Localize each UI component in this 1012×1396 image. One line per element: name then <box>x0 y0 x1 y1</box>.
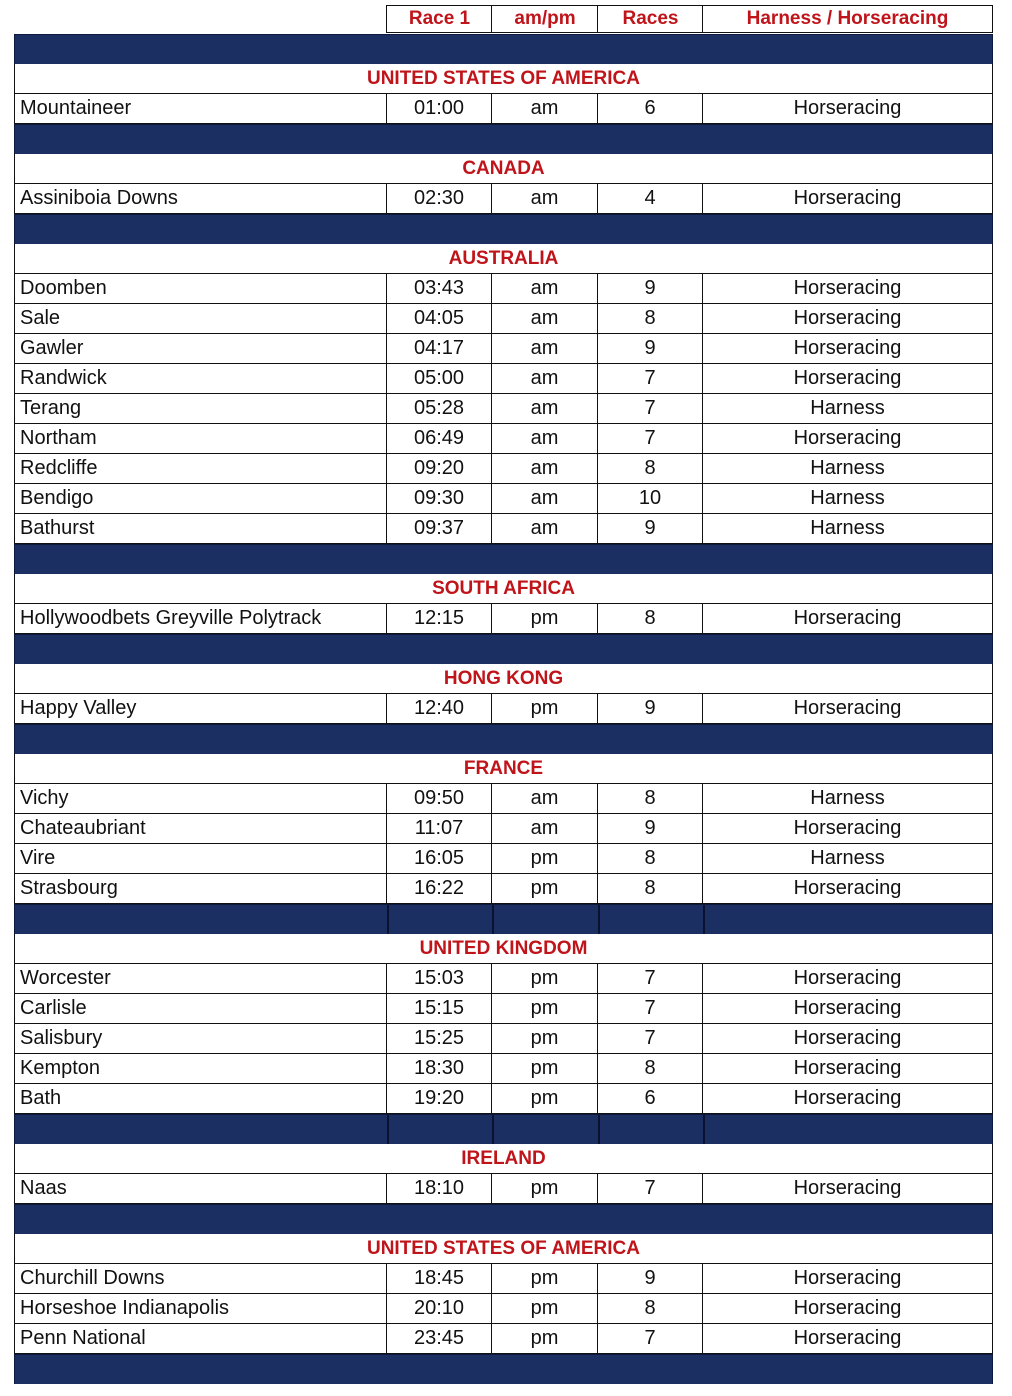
header-ampm: am/pm <box>491 5 598 33</box>
track-name: Salisbury <box>15 1024 387 1053</box>
race1-time: 15:03 <box>387 964 492 993</box>
section-divider-band <box>14 724 993 754</box>
race-count: 9 <box>598 814 703 843</box>
race-count: 9 <box>598 274 703 303</box>
track-name: Bath <box>15 1084 387 1113</box>
ampm-cell: am <box>492 304 598 333</box>
ampm-cell: am <box>492 784 598 813</box>
race-count: 8 <box>598 844 703 873</box>
table-row <box>14 274 993 304</box>
track-name: Happy Valley <box>15 694 387 723</box>
table-row <box>14 1294 993 1324</box>
country-heading: UNITED STATES OF AMERICA <box>14 1234 993 1264</box>
race-count: 6 <box>598 1084 703 1113</box>
race-count: 7 <box>598 1024 703 1053</box>
race1-time: 09:30 <box>387 484 492 513</box>
track-name: Mountaineer <box>15 94 387 123</box>
race-count: 7 <box>598 1174 703 1203</box>
table-row <box>14 364 993 394</box>
race-type: Horseracing <box>793 277 902 299</box>
race-type: Horseracing <box>793 1057 902 1079</box>
table-header <box>14 5 993 34</box>
table-row <box>14 514 993 544</box>
table-row <box>14 184 993 214</box>
race-type: Horseracing <box>793 607 902 629</box>
country-heading: CANADA <box>14 154 993 184</box>
band-column-separator <box>492 905 494 934</box>
race1-time: 05:28 <box>387 394 492 423</box>
ampm-cell: pm <box>492 604 598 633</box>
table-row <box>14 424 993 454</box>
race-count: 7 <box>598 1324 703 1353</box>
table-row <box>14 454 993 484</box>
race-type: Horseracing <box>793 1027 902 1049</box>
race1-time: 15:25 <box>387 1024 492 1053</box>
race-type: Horseracing <box>793 1297 902 1319</box>
track-name: Doomben <box>15 274 387 303</box>
table-row <box>14 1324 993 1354</box>
race-type: Horseracing <box>793 1177 902 1199</box>
section-divider-band <box>14 634 993 664</box>
ampm-cell: pm <box>492 1024 598 1053</box>
section-divider-band <box>14 544 993 574</box>
table-row <box>14 304 993 334</box>
table-row <box>14 1054 993 1084</box>
ampm-cell: pm <box>492 694 598 723</box>
track-name: Sale <box>15 304 387 333</box>
race-type: Harness <box>810 787 885 809</box>
track-name: Assiniboia Downs <box>15 184 387 213</box>
table-row <box>14 334 993 364</box>
header-races: Races <box>597 5 703 33</box>
race-count: 6 <box>598 94 703 123</box>
race-count: 10 <box>598 484 703 513</box>
ampm-cell: am <box>492 454 598 483</box>
track-name: Vire <box>15 844 387 873</box>
race1-time: 12:15 <box>387 604 492 633</box>
table-row <box>14 844 993 874</box>
country-heading: UNITED KINGDOM <box>14 934 993 964</box>
band-column-separator <box>387 1115 389 1144</box>
track-name: Northam <box>15 424 387 453</box>
race-type: Horseracing <box>793 1327 902 1349</box>
track-name: Chateaubriant <box>15 814 387 843</box>
table-row <box>14 784 993 814</box>
table-row <box>14 964 993 994</box>
table-row <box>14 604 993 634</box>
ampm-cell: pm <box>492 1294 598 1323</box>
race-type: Horseracing <box>793 97 902 119</box>
race-type: Horseracing <box>793 997 902 1019</box>
race-count: 8 <box>598 784 703 813</box>
race-count: 7 <box>598 364 703 393</box>
ampm-cell: am <box>492 334 598 363</box>
ampm-cell: am <box>492 364 598 393</box>
country-heading: FRANCE <box>14 754 993 784</box>
table-body <box>14 34 993 1384</box>
ampm-cell: pm <box>492 874 598 903</box>
header-type: Harness / Horseracing <box>702 5 993 33</box>
country-heading: HONG KONG <box>14 664 993 694</box>
race-count: 8 <box>598 1054 703 1083</box>
ampm-cell: pm <box>492 1324 598 1353</box>
ampm-cell: am <box>492 484 598 513</box>
race1-time: 02:30 <box>387 184 492 213</box>
race-type: Horseracing <box>793 367 902 389</box>
race1-time: 20:10 <box>387 1294 492 1323</box>
race-count: 4 <box>598 184 703 213</box>
race1-time: 16:05 <box>387 844 492 873</box>
table-row <box>14 694 993 724</box>
ampm-cell: pm <box>492 844 598 873</box>
race-type: Horseracing <box>793 697 902 719</box>
race-type: Horseracing <box>793 877 902 899</box>
race-schedule-table <box>14 5 993 1384</box>
race-count: 9 <box>598 1264 703 1293</box>
race-type: Harness <box>810 457 885 479</box>
race1-time: 23:45 <box>387 1324 492 1353</box>
ampm-cell: am <box>492 514 598 543</box>
race-count: 8 <box>598 454 703 483</box>
race-type: Harness <box>810 397 885 419</box>
band-column-separator <box>598 1115 600 1144</box>
race-type: Harness <box>810 487 885 509</box>
track-name: Bendigo <box>15 484 387 513</box>
race-count: 8 <box>598 604 703 633</box>
race-type: Horseracing <box>793 1267 902 1289</box>
ampm-cell: pm <box>492 994 598 1023</box>
table-row <box>14 1024 993 1054</box>
table-row <box>14 1084 993 1114</box>
race-count: 8 <box>598 1294 703 1323</box>
table-row <box>14 94 993 124</box>
track-name: Worcester <box>15 964 387 993</box>
ampm-cell: pm <box>492 1084 598 1113</box>
section-divider-band <box>14 904 993 934</box>
track-name: Bathurst <box>15 514 387 543</box>
race1-time: 09:50 <box>387 784 492 813</box>
track-name: Strasbourg <box>15 874 387 903</box>
race1-time: 18:10 <box>387 1174 492 1203</box>
race-count: 8 <box>598 874 703 903</box>
table-row <box>14 484 993 514</box>
track-name: Randwick <box>15 364 387 393</box>
race1-time: 09:37 <box>387 514 492 543</box>
track-name: Kempton <box>15 1054 387 1083</box>
race1-time: 15:15 <box>387 994 492 1023</box>
race1-time: 19:20 <box>387 1084 492 1113</box>
section-divider-band <box>14 1354 993 1384</box>
track-name: Vichy <box>15 784 387 813</box>
ampm-cell: am <box>492 94 598 123</box>
race-count: 7 <box>598 394 703 423</box>
race-count: 9 <box>598 514 703 543</box>
country-heading: SOUTH AFRICA <box>14 574 993 604</box>
country-heading: UNITED STATES OF AMERICA <box>14 64 993 94</box>
ampm-cell: pm <box>492 1054 598 1083</box>
race-count: 9 <box>598 694 703 723</box>
band-column-separator <box>703 1115 705 1144</box>
race1-time: 04:17 <box>387 334 492 363</box>
section-divider-band <box>14 1114 993 1144</box>
ampm-cell: am <box>492 394 598 423</box>
race1-time: 12:40 <box>387 694 492 723</box>
table-row <box>14 874 993 904</box>
race1-time: 05:00 <box>387 364 492 393</box>
section-divider-band <box>14 34 993 64</box>
race1-time: 06:49 <box>387 424 492 453</box>
race1-time: 16:22 <box>387 874 492 903</box>
race-count: 8 <box>598 304 703 333</box>
band-column-separator <box>598 905 600 934</box>
track-name: Hollywoodbets Greyville Polytrack <box>15 604 387 633</box>
ampm-cell: am <box>492 274 598 303</box>
band-column-separator <box>492 1115 494 1144</box>
race-count: 9 <box>598 334 703 363</box>
race-type: Horseracing <box>793 967 902 989</box>
race1-time: 18:45 <box>387 1264 492 1293</box>
race1-time: 18:30 <box>387 1054 492 1083</box>
table-row <box>14 1264 993 1294</box>
track-name: Gawler <box>15 334 387 363</box>
ampm-cell: pm <box>492 1174 598 1203</box>
track-name: Redcliffe <box>15 454 387 483</box>
ampm-cell: am <box>492 424 598 453</box>
table-row <box>14 994 993 1024</box>
race-type: Horseracing <box>793 817 902 839</box>
ampm-cell: pm <box>492 964 598 993</box>
race-type: Horseracing <box>793 1087 902 1109</box>
ampm-cell: am <box>492 184 598 213</box>
section-divider-band <box>14 214 993 244</box>
race1-time: 01:00 <box>387 94 492 123</box>
race-type: Horseracing <box>793 427 902 449</box>
table-row <box>14 394 993 424</box>
race-type: Harness <box>810 517 885 539</box>
race-count: 7 <box>598 964 703 993</box>
band-column-separator <box>387 905 389 934</box>
race1-time: 09:20 <box>387 454 492 483</box>
race-type: Horseracing <box>793 337 902 359</box>
track-name: Churchill Downs <box>15 1264 387 1293</box>
track-name: Penn National <box>15 1324 387 1353</box>
track-name: Terang <box>15 394 387 423</box>
race-type: Horseracing <box>793 187 902 209</box>
table-row <box>14 814 993 844</box>
country-heading: AUSTRALIA <box>14 244 993 274</box>
section-divider-band <box>14 1204 993 1234</box>
track-name: Naas <box>15 1174 387 1203</box>
header-race1: Race 1 <box>386 5 492 33</box>
race-type: Harness <box>810 847 885 869</box>
ampm-cell: pm <box>492 1264 598 1293</box>
track-name: Horseshoe Indianapolis <box>15 1294 387 1323</box>
race-count: 7 <box>598 424 703 453</box>
race-count: 7 <box>598 994 703 1023</box>
track-name: Carlisle <box>15 994 387 1023</box>
country-heading: IRELAND <box>14 1144 993 1174</box>
band-column-separator <box>703 905 705 934</box>
race1-time: 04:05 <box>387 304 492 333</box>
race-type: Horseracing <box>793 307 902 329</box>
ampm-cell: am <box>492 814 598 843</box>
table-row <box>14 1174 993 1204</box>
race1-time: 03:43 <box>387 274 492 303</box>
race1-time: 11:07 <box>387 814 492 843</box>
section-divider-band <box>14 124 993 154</box>
